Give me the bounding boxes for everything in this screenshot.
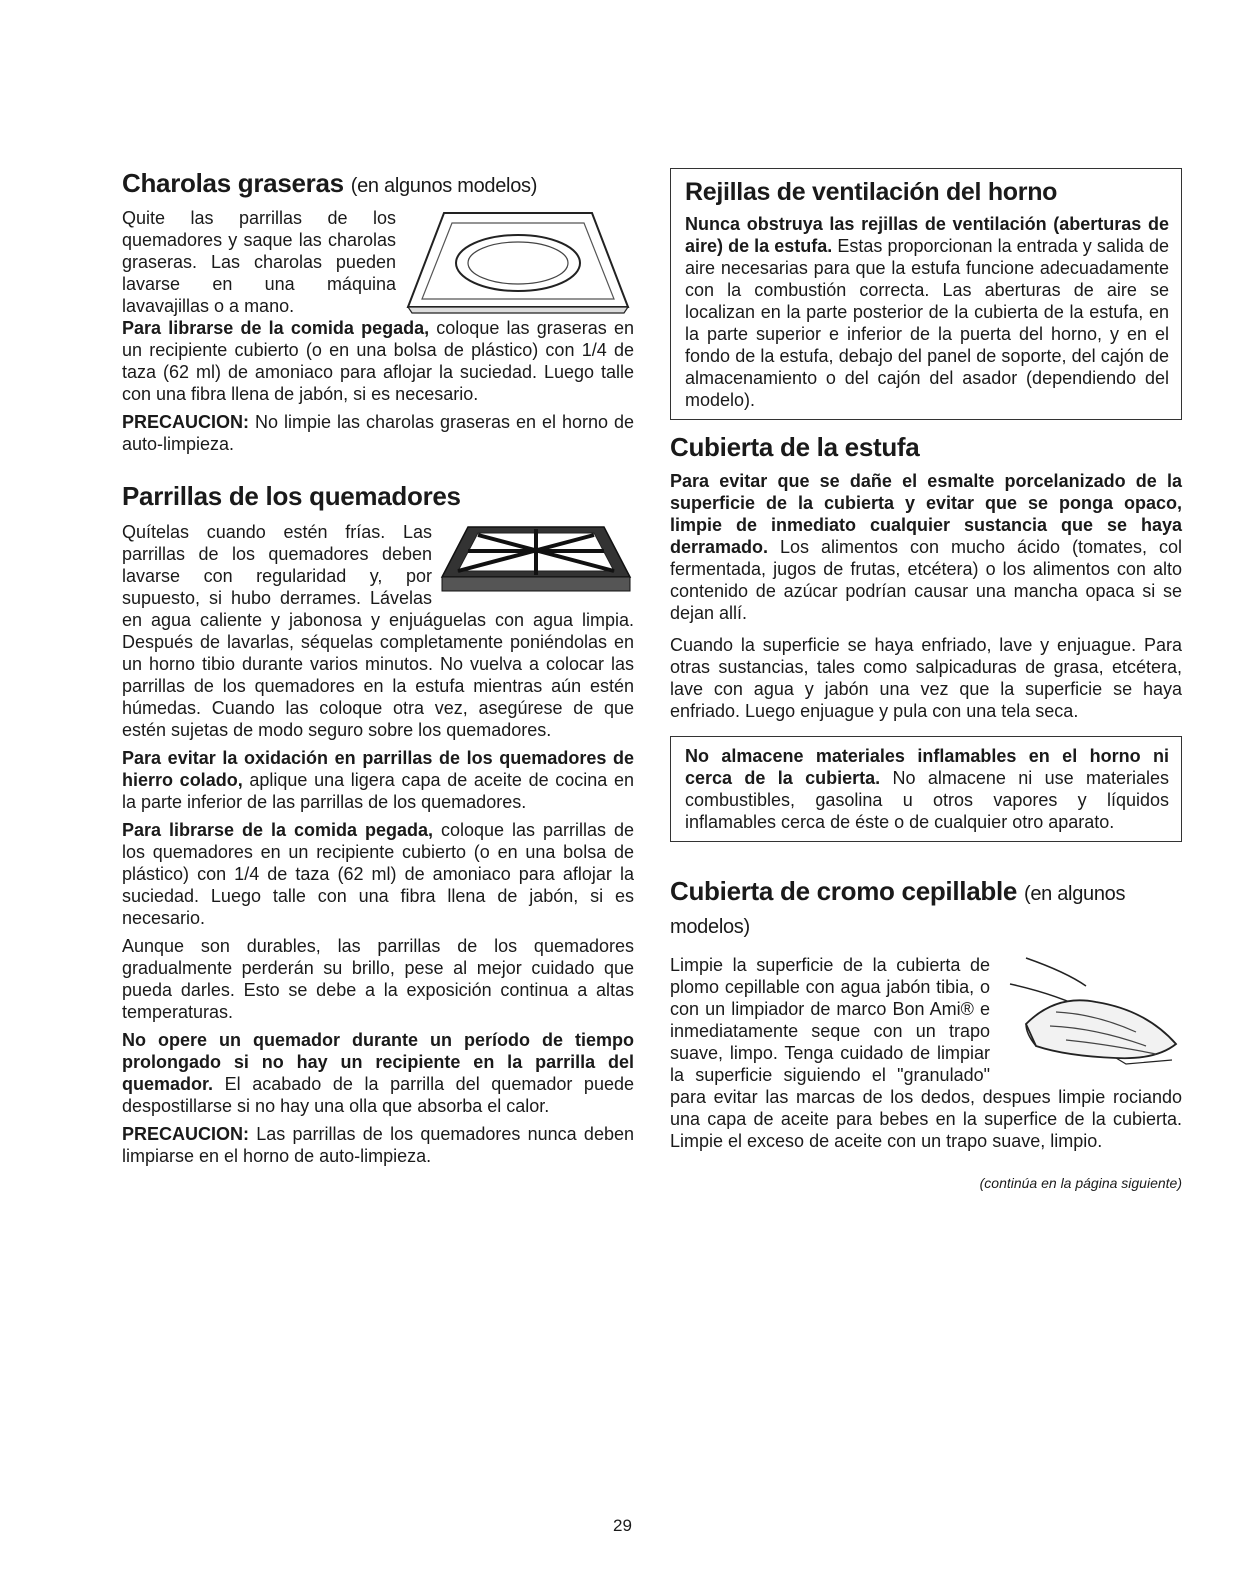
cooktop-section: [670, 470, 1182, 722]
drip-pans-p1-text: coloque las graseras en un recipiente cubierto (o en una bolsa de plástico) con 1/4 de taza (62 ml) de amoniaco para aflojar la suciedad. Luego talle con una fibra llena de jabón, si es necesario.: [122, 318, 634, 404]
cooktop-paragraph-2: Cuando la superficie se haya enfriado, lave y enjuague. Para otras sustancias, tales como salpicaduras de grasa, etcétera, lave con agua y jabón una vez que la superficie se haya enfriado. Luego enjuague y pula con una tela seca.: [670, 635, 1182, 721]
grates-paragraph-3: Aunque son durables, las parrillas de los quemadores gradualmente perderán su brillo, pese al mejor cuidado que pueda darles. Esto se debe a la exposición continua a altas temperaturas.: [122, 936, 634, 1022]
vents-text: Estas proporcionan la entrada y salida de aire necesarias para que la estufa funcione adecuadamente con la combustión correcta. Las aberturas de aire se localizan en la parte posterior de la cubierta de la estufa, en la parte superior e inferior de la puerta del horno, y en el fondo de la estufa, debajo del panel de soporte, del cajón de almacenamiento o del cajón del asador (dependiendo del modelo).: [685, 236, 1169, 410]
drip-pans-paragraph-1: [122, 317, 634, 405]
grates-caution-text: Las parrillas de los quemadores nunca deben limpiarse en el horno de auto-limpieza.: [122, 1124, 634, 1166]
continued-note: (continúa en la página siguiente): [979, 1175, 1182, 1191]
right-column: [670, 168, 1182, 1194]
grates-paragraph-2: [122, 819, 634, 929]
vents-paragraph: [685, 213, 1169, 411]
flammable-warning-box: [670, 736, 1182, 842]
vents-heading: Rejillas de ventilación del horno: [685, 178, 1058, 206]
drip-pans-heading: [122, 168, 634, 201]
flammable-warning: [685, 745, 1169, 833]
chrome-subtitle: (en algunos modelos): [670, 883, 1126, 938]
page-number: 29: [613, 1516, 632, 1535]
vents-bold: Nunca obstruya las rejillas de ventilación (aberturas de aire) de la estufa.: [685, 214, 1169, 256]
grates-p2-bold: Para librarse de la comida pegada,: [122, 820, 433, 840]
drip-pans-caution-label: PRECAUCION:: [122, 412, 250, 432]
chrome-heading: [670, 876, 1182, 942]
chrome-title: Cubierta de cromo cepillable: [670, 876, 1018, 906]
grates-section: [122, 521, 634, 1167]
drip-pans-title: Charolas graseras: [122, 168, 344, 198]
flammable-warning-bold: No almacene materiales inflamables en el horno ni cerca de la cubierta.: [685, 746, 1169, 788]
cooktop-text: Los alimentos con mucho ácido (tomates, col fermentada, jugos de frutas, etcétera) o los alimentos con alto contenido de azúcar podrían causar una mancha opaca si se dejan allí.: [670, 537, 1182, 623]
grates-caution: [122, 1123, 634, 1167]
drip-pans-subtitle: (en algunos modelos): [350, 175, 538, 197]
grates-p1-bold: Para evitar la oxidación en parrillas de los quemadores de hierro colado,: [122, 748, 634, 790]
drip-pans-section: [122, 207, 634, 455]
cooktop-bold: Para evitar que se dañe el esmalte porcelanizado de la superficie de la cubierta y evitar que se ponga opaco, limpie de inmediato cualquier sustancia que se haya derramado.: [670, 471, 1182, 557]
drip-pans-p1-bold: Para librarse de la comida pegada,: [122, 318, 430, 338]
wiping-hand-illustration: [996, 954, 1182, 1074]
flammable-warning-text: No almacene ni use materiales combustibles, gasolina u otros vapores y líquidos inflamables cerca de éste o de cualquier otro aparato.: [685, 768, 1170, 832]
drip-pans-caution: [122, 411, 634, 455]
grates-paragraph-1: [122, 747, 634, 813]
drip-pans-caution-text: No limpie las charolas graseras en el horno de auto-limpieza.: [122, 412, 634, 454]
drip-pan-illustration: [402, 207, 634, 317]
grates-p4-text: El acabado de la parrilla del quemador puede despostillarse si no hay una olla que absorba el calor.: [122, 1074, 634, 1116]
grates-p1-text: aplique una ligera capa de aceite de cocina en la parte inferior de las parrillas de los quemadores.: [122, 770, 634, 812]
chrome-section: [670, 954, 1182, 1152]
vents-box: [670, 168, 1182, 420]
grates-heading: Parrillas de los quemadores: [122, 481, 461, 511]
grates-caution-label: PRECAUCION:: [122, 1124, 250, 1144]
drip-pans-intro: Quite las parrillas de los quemadores y saque las charolas graseras. Las charolas pueden lavarse en una máquina lavavajillas o a mano.: [122, 208, 396, 316]
grates-p4-bold: No opere un quemador durante un período de tiempo prolongado si no hay un recipiente en la parrilla del quemador.: [122, 1030, 634, 1094]
cooktop-heading: Cubierta de la estufa: [670, 432, 920, 462]
burner-grate-illustration: [438, 521, 634, 595]
grates-intro: Quítelas cuando estén frías. Las parrillas de los quemadores deben lavarse con regularidad y, por supuesto, si hubo derrames. Lávelas en agua caliente y jabonosa y enjuáguelas con agua limpia. Después de lavarlas, séquelas completamente poniéndolas en un horno tibio durante varios minutos. No vuelva a colocar las parrillas de los quemadores en la estufa mientras aún estén húmedas. Cuando las coloque otra vez, asegúrese de que estén sujetas de modo seguro sobre los quemadores.: [122, 522, 634, 740]
left-column: [122, 168, 634, 1167]
grates-paragraph-4: [122, 1029, 634, 1117]
cooktop-paragraph-1: [670, 470, 1182, 624]
chrome-paragraph: Limpie la superficie de la cubierta de plomo cepillable con agua jabón tibia, o con un limpiador de marco Bon Ami® e inmediatamente seque con un trapo suave, limpo. Tenga cuidado de limpiar la superficie siguiendo el "granulado" para evitar las marcas de los dedos, despues limpie rociando una capa de aceite para bebes en la superfice de la cubierta. Limpie el exceso de aceite con un trapo suave, limpio.: [670, 955, 1182, 1151]
grates-p2-text: coloque las parrillas de los quemadores en un recipiente cubierto (o en una bolsa de plástico) con 1/4 de taza (62 ml) de amoniaco para aflojar la suciedad. Luego talle con una fibra llena de jabón, si es necesario.: [122, 820, 634, 928]
